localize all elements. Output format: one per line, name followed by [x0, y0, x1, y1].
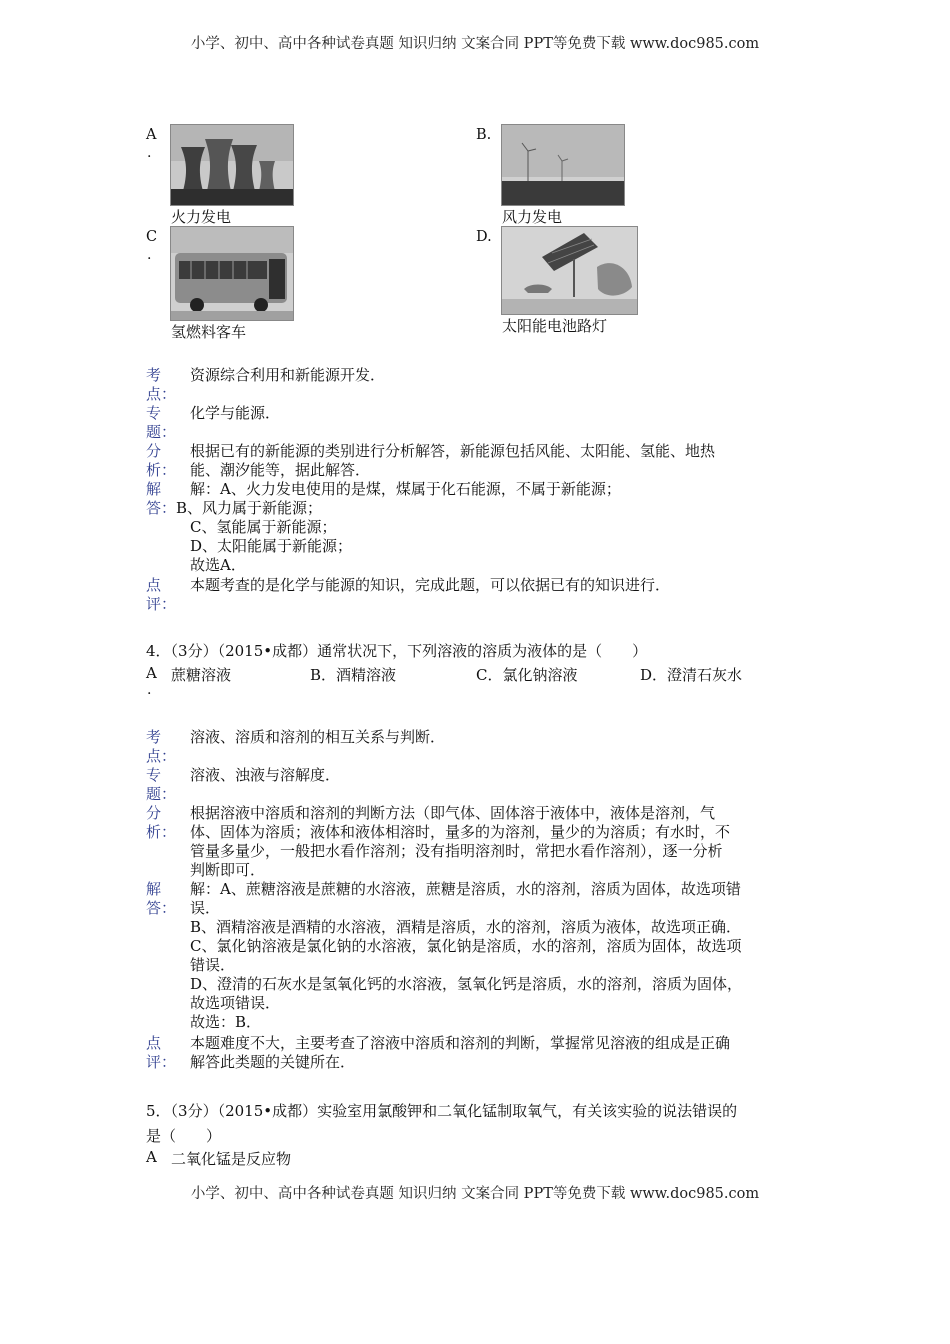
option-c-dot: . [147, 247, 152, 263]
q4-label-fenxi: 分 析： [146, 804, 177, 841]
label-kaodian: 考 点： [146, 366, 177, 403]
q4-label-kaodian: 考 点： [146, 728, 177, 765]
option-a-letter: A [146, 127, 157, 143]
bus-photo [170, 226, 294, 321]
q4-fenxi: 根据溶液中溶质和溶剂的判断方法（即气体、固体溶于液体中，液体是溶剂，气 体、固体为溶质；液体和液体相溶时，量多的为溶剂，量少的为溶质；有水时，不 管量多量少，一般把水看作溶剂；没有指明溶剂时，常把水看作溶剂），逐一分析 判断即可． [190, 804, 731, 879]
solar-street-light-photo [501, 226, 638, 315]
q5-stem-line2: 是（ ） [146, 1127, 222, 1145]
q3-fenxi: 根据已有的新能源的类别进行分析解答，新能源包括风能、太阳能、氢能、地热 能、潮汐能等，据此解答． [190, 442, 716, 479]
label-jieda: 解 答： [146, 480, 177, 517]
page-header: 小学、初中、高中各种试卷真题 知识归纳 文案合同 PPT等免费下载 www.doc985.com [190, 36, 760, 52]
option-b-caption: 风力发电 [502, 208, 563, 226]
q3-jieda: C、氢能属于新能源； D、太阳能属于新能源； 故选A． [190, 518, 353, 574]
option-a-caption: 火力发电 [171, 208, 232, 226]
option-d-letter: D. [476, 229, 492, 245]
q4-label-dianping: 点 评： [146, 1034, 177, 1071]
q4-option-b: B．酒精溶液 [310, 666, 397, 684]
q4-option-a: 蔗糖溶液 [171, 666, 232, 684]
page-footer: 小学、初中、高中各种试卷真题 知识归纳 文案合同 PPT等免费下载 www.doc985.com [190, 1186, 760, 1202]
q5-stem-line1: 5．（3分）（2015•成都）实验室用氯酸钾和二氧化锰制取氧气，有关该实验的说法错误的 [146, 1102, 738, 1120]
q3-jieda-b: B、风力属于新能源； [176, 499, 323, 517]
wind-farm-photo [501, 124, 625, 206]
q3-dianping: 本题考查的是化学与能源的知识，完成此题，可以依据已有的知识进行． [190, 576, 671, 594]
q4-option-d: D．澄清石灰水 [640, 666, 743, 684]
q4-zhuanti: 溶液、浊液与溶解度． [190, 766, 341, 784]
q4-jieda: 解：A、蔗糖溶液是蔗糖的水溶液，蔗糖是溶质，水的溶剂，溶质为固体，故选项错 误． B、酒精溶液是酒精的水溶液，酒精是溶质，水的溶剂，溶质为液体，故选项正确． C、氯化钠溶液是氯化钠的水溶液，氯化钠是溶质，水的溶剂，溶质为固体，故选项 错误． D、澄清的石灰水是氢氧化钙的水溶液，氢氧化钙是溶质，水的溶剂，溶质为固体， 故选项错误． 故选：B． [190, 880, 743, 1031]
q3-jieda-first: 解：A、火力发电使用的是煤，煤属于化石能源，不属于新能源； [190, 480, 621, 498]
q3-kaodian: 资源综合利用和新能源开发． [190, 366, 386, 384]
q4-kaodian: 溶液、溶质和溶剂的相互关系与判断． [190, 728, 446, 746]
option-c-letter: C [146, 229, 158, 245]
q4-option-a-letter: A [146, 664, 157, 682]
label-fenxi: 分 析： [146, 442, 177, 479]
option-c-caption: 氢燃料客车 [171, 323, 247, 341]
q4-dianping: 本题难度不大，主要考查了溶液中溶质和溶剂的判断，掌握常见溶液的组成是正确 解答此类题的关键所在． [190, 1034, 731, 1071]
q4-option-c: C．氯化钠溶液 [476, 666, 578, 684]
q3-zhuanti: 化学与能源． [190, 404, 281, 422]
q4-option-a-dot: . [147, 682, 152, 698]
q4-stem: 4．（3分）（2015•成都）通常状况下，下列溶液的溶质为液体的是（ ） [146, 642, 648, 660]
q4-label-jieda: 解 答： [146, 880, 177, 917]
power-plant-photo [170, 124, 294, 206]
q4-label-zhuanti: 专 题： [146, 766, 177, 803]
option-b-letter: B. [476, 127, 492, 143]
option-d-caption: 太阳能电池路灯 [502, 317, 608, 335]
label-zhuanti: 专 题： [146, 404, 177, 441]
q5-option-a: 二氧化锰是反应物 [171, 1150, 292, 1168]
option-a-dot: . [147, 145, 152, 161]
label-dianping: 点 评： [146, 576, 177, 613]
q5-option-a-letter: A [146, 1148, 157, 1166]
